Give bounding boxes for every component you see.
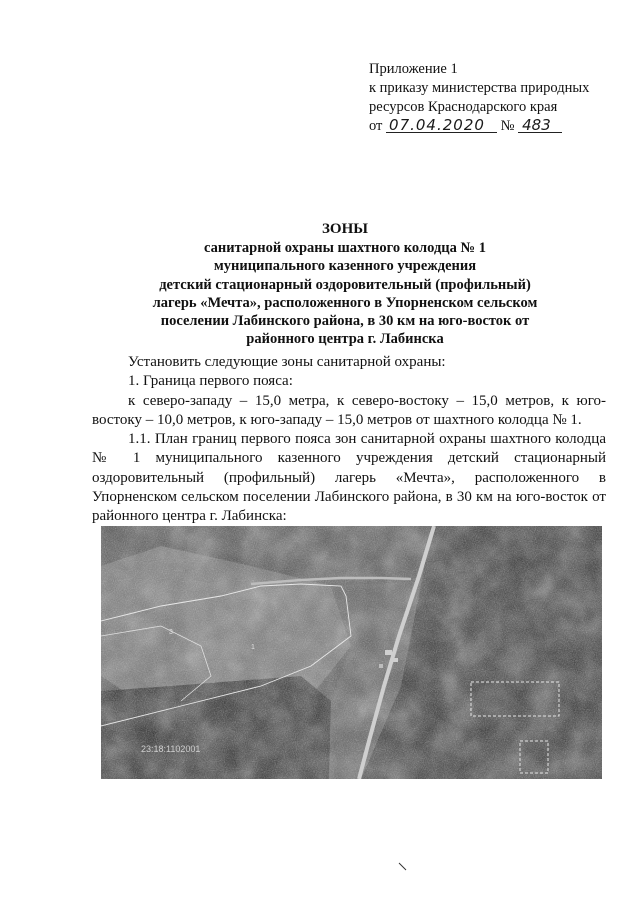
item1-heading: 1. Граница первого пояса: [128, 373, 293, 390]
intro-paragraph: Установить следующие зоны санитарной охраны: [128, 354, 446, 370]
item1-1-paragraph: 1.1. План границ первого пояса зон санитарной охраны шахтного колодца № 1 муниципального казенного учреждения детский стационарный оздоровительный (профильный) лагерь «Мечта», расположенного в Упорненском сельском поселении Лабинского района, в 30 км на юго-восток от районного центра г. Лабинска: [92, 431, 606, 525]
appendix-order-line: к приказу министерства природных [369, 80, 590, 96]
title-line: детский стационарный оздоровительный (профильный) [159, 276, 531, 293]
handwritten-number: 483 [518, 118, 562, 133]
handwritten-date: 07.04.2020 [386, 118, 497, 133]
satellite-map [101, 526, 602, 779]
map-label-a: 3 [169, 629, 173, 636]
title-line: лагерь «Мечта», расположенного в Упорненском сельском [152, 294, 538, 311]
date-prefix: от [369, 118, 383, 134]
document-title [95, 220, 595, 348]
appendix-title: Приложение 1 [369, 61, 458, 77]
title-line: санитарной охраны шахтного колодца № 1 [204, 240, 486, 257]
appendix-block [369, 60, 609, 136]
satellite-map-image [101, 526, 602, 779]
title-line: ЗОНЫ [322, 221, 368, 237]
title-line: районного центра г. Лабинска [246, 331, 444, 348]
appendix-date-line [369, 117, 609, 136]
number-prefix: № [500, 118, 515, 134]
document-body [92, 353, 606, 527]
title-line: муниципального казенного учреждения [213, 258, 477, 275]
map-watermark: 23:18:1102001 [141, 744, 201, 754]
map-label-b: 1 [251, 644, 255, 651]
title-line: поселении Лабинского района, в 30 км на юго-восток от [160, 313, 530, 330]
item1-paragraph: к северо-западу – 15,0 метра, к северо-востоку – 15,0 метров, к юго-востоку – 10,0 метров, к юго-западу – 15,0 метров от шахтного колодца № 1. [92, 392, 606, 428]
appendix-ministry-line: ресурсов Краснодарского края [369, 99, 558, 115]
pen-mark-icon [398, 862, 408, 872]
